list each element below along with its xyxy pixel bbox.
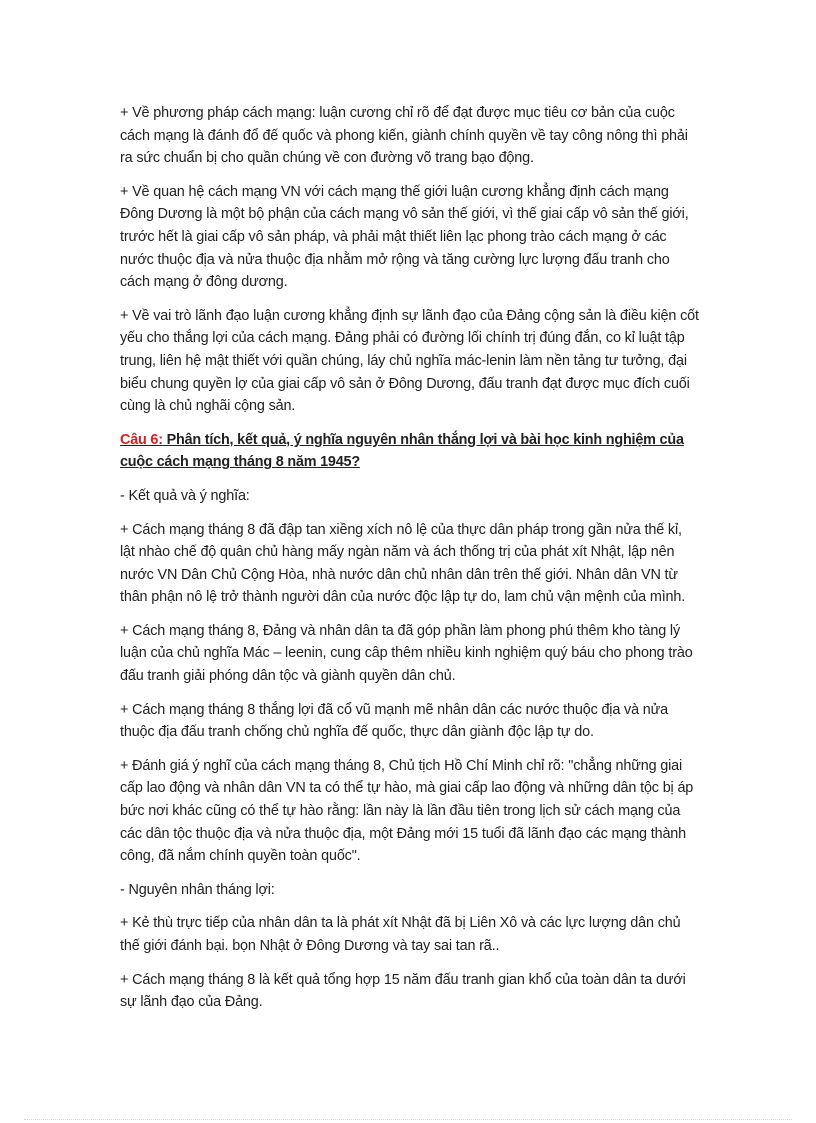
paragraph-leadership-role: + Về vai trò lãnh đạo luận cương khẳng định sự lãnh đạo của Đảng cộng sản là điều kiện cốt yếu cho thắng lợi của cách mạng. Đảng phải có đường lối chính trị đúng đắn, co kỉ luật tập trung, liên hệ mật thiết với quần chúng, láy chủ nghĩa mác-lenin làm nền tảng tư tưởng, đại biểu chung quyền lợ của giai cấp vô sản ở Đông Dương, đấu tranh đạt được mục đích cuối cùng là chủ nghãi cộng sản.: [120, 307, 699, 415]
section-label-results: - Kết quả và ý nghĩa:: [120, 487, 250, 504]
paragraph-result-2: + Cách mạng tháng 8, Đảng và nhân dân ta đã góp phần làm phong phú thêm kho tàng lý luận của chủ nghĩa Mác – leenin, cung câp thêm nhiều kinh nghiệm quý báu cho phong trào đấu tranh giải phóng dân tộc và giành quyền dân chủ.: [120, 622, 693, 685]
paragraph-cause-1: + Kẻ thù trực tiếp của nhân dân ta là phát xít Nhật đã bị Liên Xô và các lực lượng dân chủ thế giới đánh bại. bọn Nhật ở Đông Dương và tay sai tan rã..: [120, 915, 681, 954]
document-body: [120, 102, 700, 1025]
page-bottom-divider: [24, 1119, 792, 1120]
paragraph-revolution-method: + Về phương pháp cách mạng: luận cương chỉ rõ để đạt được mục tiêu cơ bản của cuộc cách mạng là đánh đổ đế quốc và phong kiến, giành chính quyền về tay công nông thì phải ra sức chuẩn bị cho quần chúng về con đường võ trang bạo động.: [120, 105, 688, 167]
paragraph-world-revolution-relation: + Về quan hệ cách mạng VN với cách mạng thế giới luận cương khẳng định cách mạng Đông Dương là một bộ phận của cách mạng vô sản thế giới, vì thế giai cấp vô sản thế giới, trước hết là giai cấp vô sản pháp, và phải mật thiết liên lạc phong trào cách mạng ở các nước thuộc địa và nửa thuộc địa nhằm mở rộng và tăng cường lực lượng đấu tranh cho cách mạng ở đông dương.: [120, 183, 689, 291]
section-label-causes: - Nguyên nhân tháng lợi:: [120, 881, 275, 898]
question-title: Phân tích, kết quả, ý nghĩa nguyên nhân thắng lợi và bài học kinh nghiệm của cuộc cách mạng tháng 8 năm 1945?: [120, 431, 684, 471]
paragraph-result-1: + Cách mạng tháng 8 đã đập tan xiềng xích nô lệ của thực dân pháp trong gần nửa thế kỉ, lật nhào chế độ quân chủ hàng mấy ngàn năm và ách thống trị của phát xít Nhật, lập nên nước VN Dân Chủ Cộng Hòa, nhà nước dân chủ nhân dân trên thế giới. Nhân dân VN từ thân phận nô lệ trở thành người dân của nước độc lập tự do, lam chủ vận mệnh của mình.: [120, 521, 686, 606]
question-heading: [120, 429, 700, 474]
paragraph-ho-chi-minh-quote: + Đánh giá ý nghĩ của cách mạng tháng 8, Chủ tịch Hồ Chí Minh chỉ rõ: "chẳng những giai cấp lao động và nhân dân VN ta có thể tự hào, mà giai cấp lao động và những dân tộc bị áp bức nơi khác cũng có thể tự hào rằng: lần này là lần đầu tiên trong lịch sử cách mạng của các dân tộc thuộc địa và nửa thuộc địa, một Đảng mới 15 tuổi đã lãnh đạo các mạng thành công, đã nắm chính quyền toàn quốc".: [120, 757, 694, 865]
question-label: Câu 6:: [120, 431, 163, 448]
paragraph-cause-2: + Cách mạng tháng 8 là kết quả tổng hợp 15 năm đấu tranh gian khổ của toàn dân ta dưới sự lãnh đạo của Đảng.: [120, 971, 686, 1011]
paragraph-result-3: + Cách mạng tháng 8 thắng lợi đã cổ vũ mạnh mẽ nhân dân các nước thuộc địa và nửa thuộc địa đấu tranh chống chủ nghĩa đế quốc, thực dân giành độc lập tự do.: [120, 701, 668, 741]
